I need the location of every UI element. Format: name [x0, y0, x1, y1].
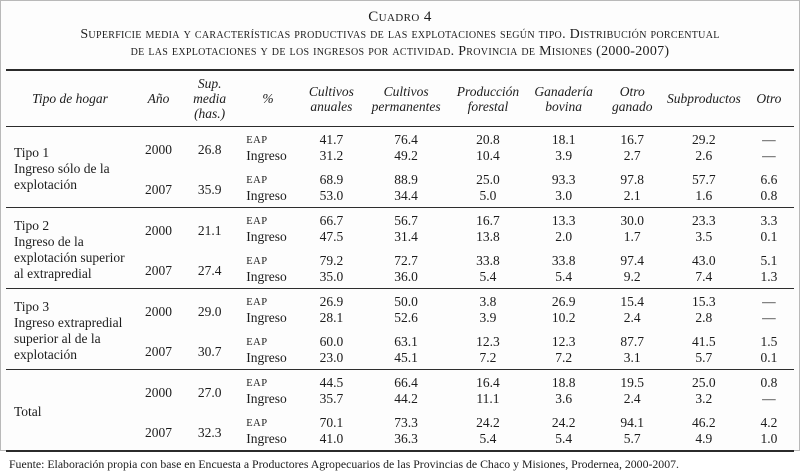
- group-label-tipo1: [6, 127, 134, 208]
- value-cell: 50.0: [363, 289, 449, 311]
- value-cell: 24.2: [476, 415, 500, 430]
- value-cell: 60.0: [319, 334, 344, 349]
- col-header-ganaderia-bovina: Ganadería bovina: [527, 70, 601, 127]
- value-cell: 66.7: [300, 208, 363, 230]
- value-cell: 1.7: [623, 229, 641, 244]
- value-cell: 3.6: [555, 391, 573, 406]
- value-cell: 7.4: [695, 269, 713, 284]
- value-cell: 41.7: [319, 132, 344, 147]
- sup-media-cell: 35.9: [197, 181, 222, 197]
- measure-label: EAP: [236, 370, 299, 392]
- value-cell: 16.4: [449, 370, 527, 392]
- sup-media-cell: 30.7: [197, 343, 222, 359]
- value-cell: 5.4: [479, 269, 497, 284]
- value-cell: 35.0: [319, 269, 344, 284]
- value-cell: 5.4: [555, 431, 573, 446]
- value-cell: 3.9: [555, 148, 573, 163]
- group-name: Tipo 3: [14, 299, 50, 314]
- value-cell: 79.2: [319, 253, 344, 268]
- value-cell: 5.0: [479, 188, 497, 203]
- group-label-total: [6, 370, 134, 452]
- value-cell: 2.0: [555, 229, 573, 244]
- value-cell: 28.1: [319, 310, 344, 325]
- value-cell: 7.2: [479, 350, 497, 365]
- col-header-otro-ganado: Otro ganado: [601, 70, 664, 127]
- data-table: [6, 69, 794, 452]
- value-cell: 41.0: [319, 431, 344, 446]
- value-cell: 41.5: [692, 334, 716, 349]
- value-cell: 2.4: [623, 310, 641, 325]
- value-cell: 63.1: [394, 334, 418, 349]
- value-cell: 23.0: [319, 350, 344, 365]
- header-row: [6, 70, 794, 127]
- col-header-sup-media: Sup. media (has.): [183, 70, 236, 127]
- value-cell: 2.8: [695, 310, 713, 325]
- value-cell: 31.2: [319, 148, 344, 163]
- value-cell: 10.4: [476, 148, 500, 163]
- value-cell: 29.2: [692, 132, 716, 147]
- value-cell: 2.6: [695, 148, 713, 163]
- measure-label: Ingreso: [246, 188, 287, 203]
- measure-label: Ingreso: [246, 431, 287, 446]
- col-header-tipo-de-hogar: Tipo de hogar: [6, 70, 134, 127]
- value-cell: 3.1: [623, 350, 641, 365]
- value-cell: 3.3: [744, 208, 794, 230]
- measure-label: EAP: [236, 289, 299, 311]
- value-cell: 4.2: [760, 415, 778, 430]
- value-cell: 36.0: [394, 269, 418, 284]
- value-cell: 5.4: [479, 431, 497, 446]
- year-cell: 2007: [144, 181, 172, 197]
- value-cell: 25.0: [664, 370, 744, 392]
- col-header-cultivos-permanentes: Cultivos permanentes: [363, 70, 449, 127]
- value-cell: 73.3: [394, 415, 418, 430]
- value-cell: 15.4: [601, 289, 664, 311]
- measure-label: EAP: [246, 337, 268, 348]
- value-cell: —: [762, 391, 776, 406]
- value-cell: 13.8: [476, 229, 500, 244]
- value-cell: 15.3: [664, 289, 744, 311]
- value-cell: 7.2: [555, 350, 573, 365]
- group-desc: Ingreso de la explotación superior al extrapredial: [14, 234, 125, 281]
- value-cell: —: [762, 132, 776, 147]
- value-cell: 19.5: [601, 370, 664, 392]
- value-cell: 47.5: [319, 229, 344, 244]
- value-cell: 93.3: [551, 172, 576, 187]
- value-cell: 9.2: [623, 269, 641, 284]
- measure-label: Ingreso: [246, 269, 287, 284]
- value-cell: 76.4: [394, 132, 418, 147]
- value-cell: 88.9: [394, 172, 418, 187]
- value-cell: 33.8: [551, 253, 576, 268]
- value-cell: 12.3: [551, 334, 576, 349]
- measure-label: Ingreso: [246, 350, 287, 365]
- value-cell: 3.2: [695, 391, 713, 406]
- group-label-tipo3: [6, 289, 134, 370]
- value-cell: 94.1: [620, 415, 645, 430]
- col-header-ano: Año: [134, 70, 183, 127]
- value-cell: 53.0: [319, 188, 344, 203]
- value-cell: 36.3: [394, 431, 418, 446]
- value-cell: 18.8: [527, 370, 601, 392]
- value-cell: 57.7: [692, 172, 716, 187]
- year-cell: 2007: [144, 343, 172, 359]
- value-cell: 66.4: [363, 370, 449, 392]
- table-title-line-1: Superficie media y características productivas de las explotaciones según tipo. Distribución porcentual: [80, 27, 720, 42]
- value-cell: 18.1: [551, 132, 576, 147]
- year-cell: 2007: [144, 262, 172, 278]
- col-header-porcentaje: %: [236, 70, 299, 127]
- value-cell: 52.6: [394, 310, 418, 325]
- group-desc: Ingreso extrapredial superior al de la explotación: [14, 315, 123, 362]
- measure-label: EAP: [246, 175, 268, 186]
- measure-label: Ingreso: [246, 148, 287, 163]
- value-cell: 5.4: [555, 269, 573, 284]
- value-cell: 16.7: [620, 132, 645, 147]
- group-desc: Ingreso sólo de la explotación: [14, 161, 110, 192]
- value-cell: 26.9: [300, 289, 363, 311]
- sup-media-cell: 32.3: [197, 424, 222, 440]
- table-row: [6, 127, 794, 149]
- value-cell: 44.5: [300, 370, 363, 392]
- value-cell: 45.1: [394, 350, 418, 365]
- measure-label: EAP: [236, 208, 299, 230]
- value-cell: 24.2: [551, 415, 576, 430]
- year-cell: 2000: [144, 141, 172, 157]
- group-name: Tipo 1: [14, 145, 50, 160]
- value-cell: 0.1: [760, 350, 778, 365]
- value-cell: 97.4: [620, 253, 645, 268]
- value-cell: 5.7: [695, 350, 713, 365]
- year-cell: 2007: [144, 424, 172, 440]
- value-cell: 44.2: [394, 391, 418, 406]
- value-cell: 4.9: [695, 431, 713, 446]
- value-cell: 3.8: [449, 289, 527, 311]
- measure-label: EAP: [246, 135, 268, 146]
- value-cell: 3.5: [695, 229, 713, 244]
- value-cell: 11.1: [476, 391, 500, 406]
- table-row: [6, 289, 794, 311]
- measure-label: Ingreso: [246, 391, 287, 406]
- year-cell: 2000: [134, 370, 183, 411]
- value-cell: 70.1: [319, 415, 344, 430]
- value-cell: —: [744, 289, 794, 311]
- col-header-subproductos: Subproductos: [664, 70, 744, 127]
- value-cell: 12.3: [476, 334, 500, 349]
- measure-label: EAP: [246, 418, 268, 429]
- value-cell: 56.7: [363, 208, 449, 230]
- table-title-line-2: de las explotaciones y de los ingresos por actividad. Provincia de Misiones (2000-2007): [130, 44, 670, 59]
- measure-label: EAP: [246, 256, 268, 267]
- value-cell: 25.0: [476, 172, 500, 187]
- value-cell: 33.8: [476, 253, 500, 268]
- value-cell: 10.2: [551, 310, 576, 325]
- value-cell: 97.8: [620, 172, 645, 187]
- year-cell: 2000: [134, 289, 183, 330]
- source-note: Fuente: Elaboración propia con base en Encuesta a Productores Agropecuarios de las Provincias de Chaco y Misiones, Prodernea, 2000-2007.: [9, 457, 679, 471]
- value-cell: 87.7: [620, 334, 645, 349]
- value-cell: 72.7: [394, 253, 418, 268]
- value-cell: 43.0: [692, 253, 716, 268]
- value-cell: 35.7: [319, 391, 344, 406]
- value-cell: 16.7: [449, 208, 527, 230]
- value-cell: 1.0: [760, 431, 778, 446]
- sup-media-cell: 27.0: [183, 370, 236, 411]
- value-cell: 2.1: [623, 188, 641, 203]
- value-cell: 0.1: [760, 229, 778, 244]
- value-cell: 0.8: [760, 188, 778, 203]
- measure-label: Ingreso: [246, 310, 287, 325]
- value-cell: 23.3: [664, 208, 744, 230]
- value-cell: —: [762, 310, 776, 325]
- col-header-otro: Otro: [744, 70, 794, 127]
- value-cell: 31.4: [394, 229, 418, 244]
- value-cell: 5.1: [760, 253, 778, 268]
- value-cell: 0.8: [744, 370, 794, 392]
- value-cell: —: [762, 148, 776, 163]
- value-cell: 3.9: [479, 310, 497, 325]
- table-caption: Cuadro 4: [368, 9, 432, 25]
- value-cell: 26.9: [527, 289, 601, 311]
- col-header-produccion-forestal: Producción forestal: [449, 70, 527, 127]
- group-name: Tipo 2: [14, 218, 50, 233]
- value-cell: 6.6: [760, 172, 778, 187]
- value-cell: 30.0: [601, 208, 664, 230]
- table-row: [6, 370, 794, 392]
- sup-media-cell: 26.8: [197, 141, 222, 157]
- year-cell: 2000: [134, 208, 183, 249]
- value-cell: 1.5: [760, 334, 778, 349]
- measure-label: Ingreso: [246, 229, 287, 244]
- table-row: [6, 208, 794, 230]
- value-cell: 5.7: [623, 431, 641, 446]
- value-cell: 34.4: [394, 188, 418, 203]
- value-cell: 1.3: [760, 269, 778, 284]
- sup-media-cell: 29.0: [183, 289, 236, 330]
- value-cell: 46.2: [692, 415, 716, 430]
- value-cell: 20.8: [476, 132, 500, 147]
- sup-media-cell: 21.1: [183, 208, 236, 249]
- value-cell: 3.0: [555, 188, 573, 203]
- value-cell: 2.7: [623, 148, 641, 163]
- value-cell: 49.2: [394, 148, 418, 163]
- value-cell: 1.6: [695, 188, 713, 203]
- value-cell: 2.4: [623, 391, 641, 406]
- value-cell: 13.3: [527, 208, 601, 230]
- col-header-cultivos-anuales: Cultivos anuales: [300, 70, 363, 127]
- group-name: Total: [14, 404, 42, 419]
- group-label-tipo2: [6, 208, 134, 289]
- value-cell: 68.9: [319, 172, 344, 187]
- sup-media-cell: 27.4: [197, 262, 222, 278]
